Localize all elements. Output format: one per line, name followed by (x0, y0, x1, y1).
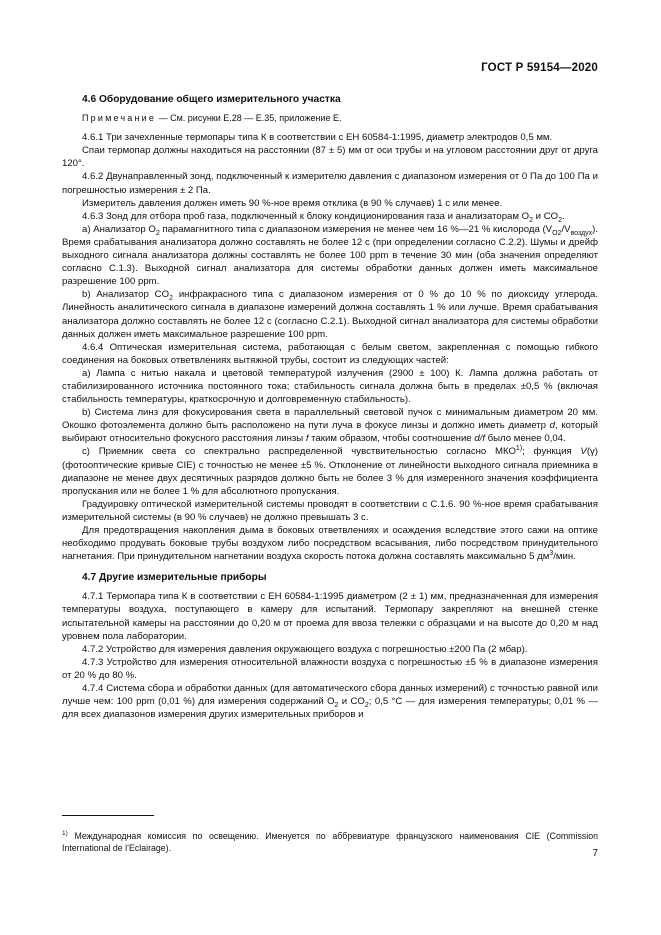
paragraph-o2-analyzer: а) Анализатор $O_2$ парамагнитного типа с диапазоном измерения не менее чем 16 %—21 % кислорода $(V_{O2}/V_{воздух})$. Время срабатывания анализатора должно составлять не более 12 с (при определении согласно С.2.2). Шумы и дрейф выходного сигнала анализатора должны составлять не более 100 ppm в течение 30 мин (оба значения определяют согласно С.1.3). Выходной сигнал анализатора для системы обработки данных должен иметь максимальное разрешение 100 ppm. (62, 223, 598, 288)
footnote-text: Международная комиссия по освещению. Именуется по аббревиатуре французского наименования CIE (Commission International de l’Eclairage). (62, 830, 598, 853)
paragraph-calibration: Градуировку оптической измерительной системы проводят в соответствии с С.1.6. 90 %-ное время срабатывания измерительной системы (в 90 % случаев) не должно превышать 3 с. (62, 498, 598, 523)
section-4-7-title: 4.7 Другие измерительные приборы (82, 572, 267, 584)
page-number: 7 (592, 848, 598, 859)
paragraph-4-7-3: 4.7.3 Устройство для измерения относительной влажности воздуха с погрешностью ±5 % в диапазоне измерения от 20 % до 80 %. (62, 656, 598, 681)
paragraph-4-6-4: 4.6.4 Оптическая измерительная система, работающая с белым светом, закрепленная с помощью гибкого соединения на боковых ответвлениях вытяжной трубы, состоит из следующих частей: (62, 341, 598, 366)
paragraph-4-6-3: 4.6.3 Зонд для отбора проб газа, подключенный к блоку кондиционирования газа и анализаторам $O_2$ и $CO_2$. (82, 210, 565, 224)
paragraph-junctions: Спаи термопар должны находиться на расстоянии (87 ± 5) мм от оси трубы и на угловом расстоянии друг от друга 120°. (62, 145, 598, 170)
note-text: — См. рисунки Е.28 — Е.35, приложение Е. (158, 113, 342, 124)
paragraph-light-receiver: с) Приемник света со спектрально распределенной чувствительностью согласно МКО$^{1)}$; функция V(γ) (фотооптические кривые CIE) с точностью не менее ±5 %. Отклонение от линейности выходного сигнала приемника в диапазоне не менее двух десятичных разрядов должно быть не более 3 % для измеренного значения коэффициента пропускания или не более 1 % для абсолютного пропускания. (62, 445, 598, 497)
footnote-divider (62, 815, 154, 816)
paragraph-4-7-2: 4.7.2 Устройство для измерения давления окружающего воздуха с погрешностью ±200 Па (2 мбар). (82, 643, 528, 655)
section-4-6-title: 4.6 Оборудование общего измерительного участка (82, 94, 341, 105)
paragraph-lens-system: b) Система линз для фокусирования света в параллельный световой пучок с минимальным диаметром 20 мм. Окошко фотоэлемента должно быть расположено на пути луча в фокусе линзы и должно иметь диаметр d, который выбирают относительно фокусного расстояния линзы f таким образом, чтобы соотношение d/f было менее 0,04. (62, 407, 598, 445)
paragraph-smoke-prevention: Для предотвращения накопления дыма в боковых ответвлениях и осаждения вследствие этого сажи на оптике необходимо продувать боковые трубы воздухом либо посредством всасывания, либо посредством принудительного нагнетания. При принудительном нагнетании воздуха скорость потока должна составлять максимально 5 $дм^3$/мин. (62, 525, 598, 563)
footnote-marker: 1) (62, 829, 68, 837)
paragraph-4-6-2: 4.6.2 Двунаправленный зонд, подключенный к измерителю давления с диапазоном измерения от 0 Па до 100 Па и погрешностью измерения ± 2 Па. (62, 171, 598, 196)
paragraph-4-7-4: 4.7.4 Система сбора и обработки данных (для автоматического сбора данных измерений) с точностью равной или лучше чем: 100 ppm (0,01 %) для измерения содержаний $O_2$ и $CO_2$; 0,5 °C — для измерения температуры; 0,01 % — для всех диапазонов измерения других измерительных приборов и (62, 683, 598, 721)
note-label: Примечание (82, 113, 157, 124)
document-body (62, 93, 598, 721)
paragraph-4-6-1: 4.6.1 Три зачехленные термопары типа К в соответствии с ЕН 60584-1:1995, диаметр электродов 0,5 мм. (82, 132, 553, 144)
document-code: ГОСТ Р 59154—2020 (481, 62, 598, 74)
footnote (62, 830, 598, 854)
paragraph-co2-analyzer: b) Анализатор $CO_2$ инфракрасного типа с диапазоном измерения от 0 % до 10 % по диоксиду углерода. Линейность аналитического сигнала в диапазоне измерений должна составлять 1 % или лучше. Время срабатывания анализатора должно составлять не более 12 с (согласно С.2.1). Выходной сигнал анализатора для системы обработки данных должен иметь максимальное разрешение 100 ppm. (62, 289, 598, 340)
paragraph-lamp: а) Лампа с нитью накала и цветовой температурой излучения (2900 ± 100) К. Лампа должна работать от стабилизированного источника постоянного тока; стабильность сигнала должна быть в пределах ±0,5 % (включая стабильность температуры, краткосрочную и долговременную стабильность). (62, 367, 598, 406)
note (82, 112, 598, 125)
paragraph-4-7-1: 4.7.1 Термопара типа К в соответствии с ЕН 60584-1:1995 диаметром (2 ± 1) мм, предназначенная для измерения температуры воздуха, поступающего в камеру для испытаний. Термопару закрепляют на внешней стенке испытательной камеры на расстоянии до 0,20 м от проема для ввоза тележки с образцами и на высоте до 0,20 м над уровнем пола лаборатории. (62, 591, 598, 642)
paragraph-pressure-response: Измеритель давления должен иметь 90 %-ное время отклика (в 90 % случаев) 1 с или менее. (82, 197, 503, 209)
